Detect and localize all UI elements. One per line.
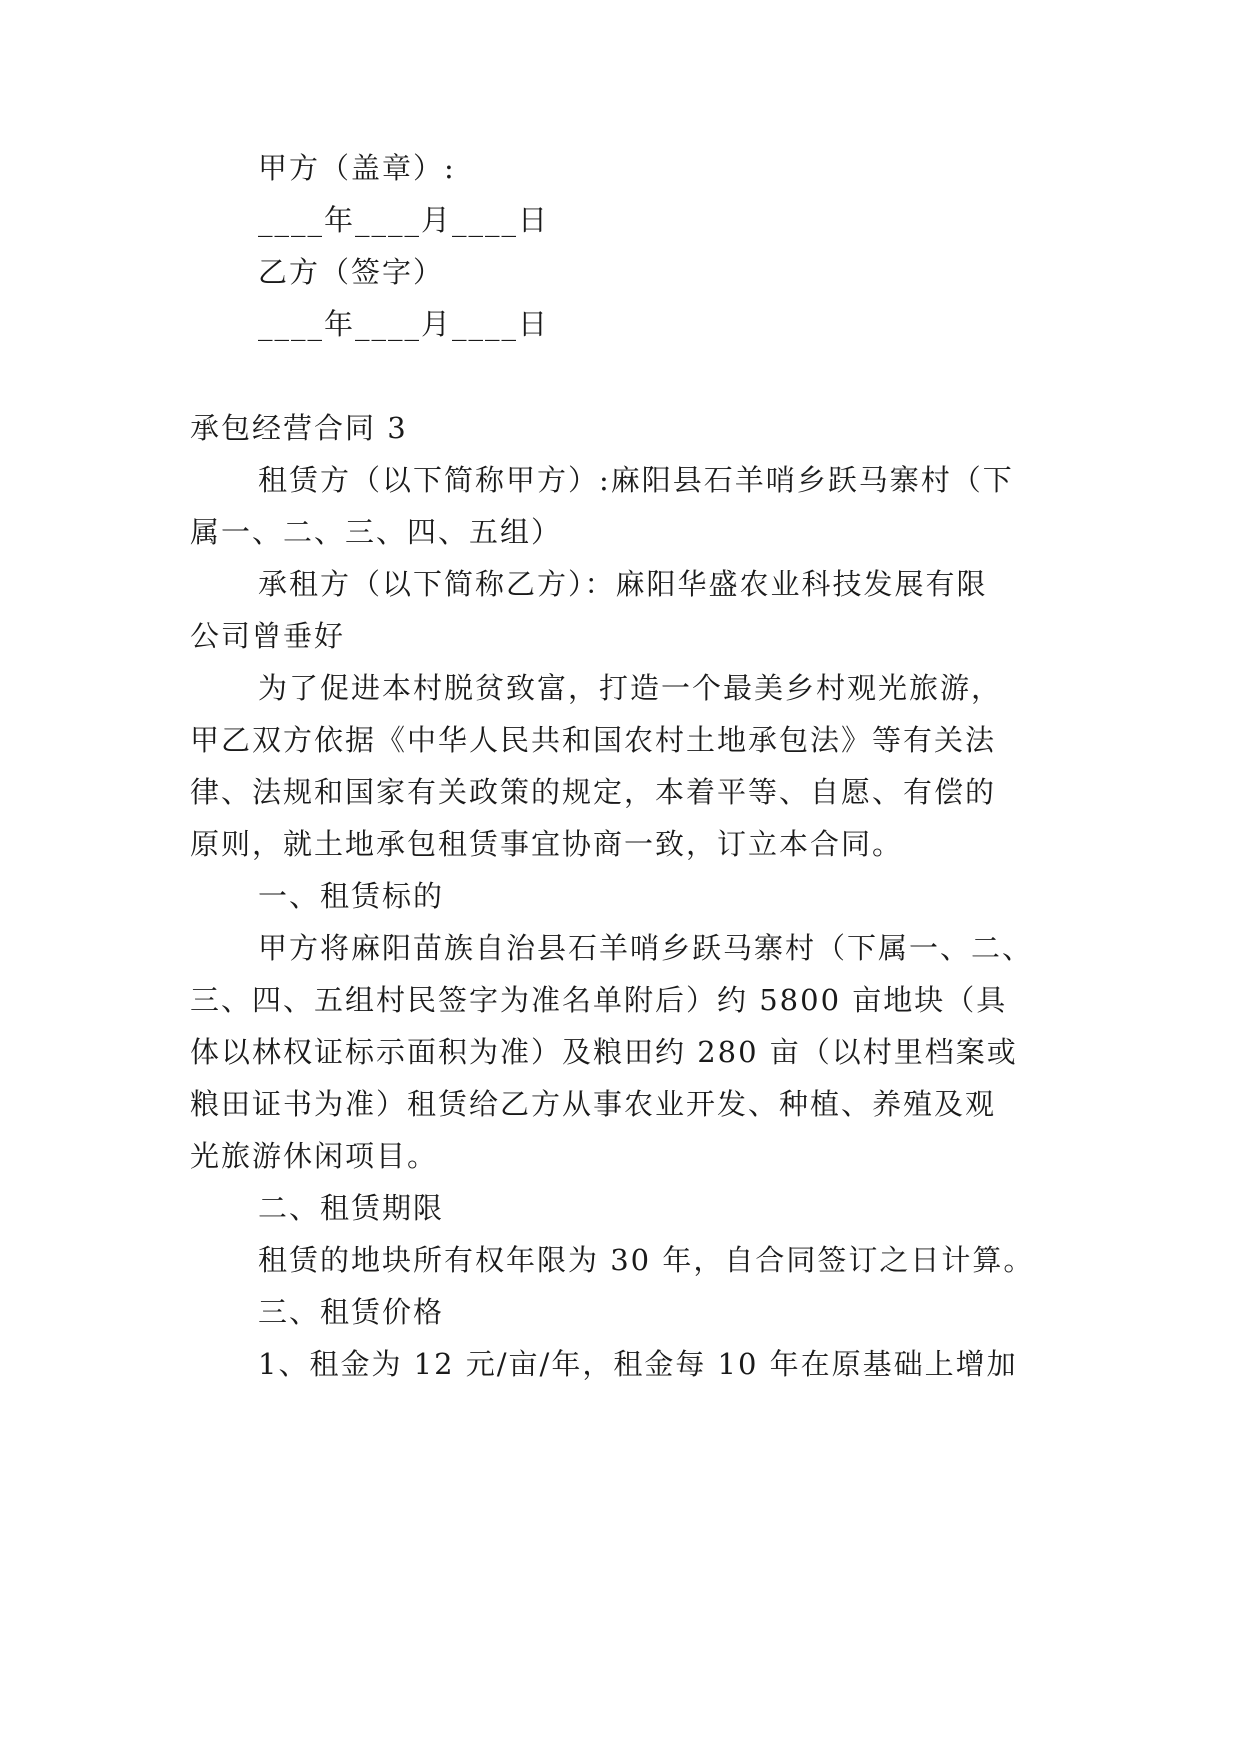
paragraph-line: 公司曾垂好 — [190, 619, 346, 653]
party-b-sign-label: 乙方（签字） — [258, 255, 445, 289]
section-heading: 二、租赁期限 — [258, 1191, 445, 1225]
paragraph-line: 粮田证书为准）租赁给乙方从事农业开发、种植、养殖及观 — [190, 1087, 997, 1121]
section-heading: 三、租赁价格 — [258, 1295, 445, 1329]
paragraph-line: 光旅游休闲项目。 — [190, 1139, 439, 1173]
party-a-seal-label: 甲方（盖章）: — [258, 151, 456, 185]
paragraph-line: 属一、二、三、四、五组） — [190, 515, 563, 549]
party-b-date-line: ____年____月____日 — [258, 307, 550, 341]
paragraph-line: 甲方将麻阳苗族自治县石羊哨乡跃马寨村（下属一、二、 — [258, 931, 1034, 965]
paragraph-line: 1、租金为 12 元/亩/年，租金每 10 年在原基础上增加 — [258, 1347, 1018, 1381]
contract-title: 承包经营合同 3 — [190, 411, 408, 445]
paragraph-line: 甲乙双方依据《中华人民共和国农村土地承包法》等有关法 — [190, 723, 997, 757]
section-heading: 一、租赁标的 — [258, 879, 445, 913]
paragraph-line: 三、四、五组村民签字为准名单附后）约 5800 亩地块（具 — [190, 983, 1008, 1017]
paragraph-line: 体以林权证标示面积为准）及粮田约 280 亩（以村里档案或 — [190, 1035, 1018, 1069]
paragraph-line: 租赁方（以下简称甲方）:麻阳县石羊哨乡跃马寨村（下 — [258, 463, 1014, 497]
paragraph-line: 为了促进本村脱贫致富，打造一个最美乡村观光旅游， — [258, 671, 1003, 705]
paragraph-line: 原则，就土地承包租赁事宜协商一致，订立本合同。 — [190, 827, 904, 861]
paragraph-line: 承租方（以下简称乙方）：麻阳华盛农业科技发展有限 — [258, 567, 988, 601]
paragraph-line: 律、法规和国家有关政策的规定，本着平等、自愿、有偿的 — [190, 775, 997, 809]
paragraph-line: 租赁的地块所有权年限为 30 年，自合同签订之日计算。 — [258, 1243, 1035, 1277]
party-a-date-line: ____年____月____日 — [258, 203, 550, 237]
